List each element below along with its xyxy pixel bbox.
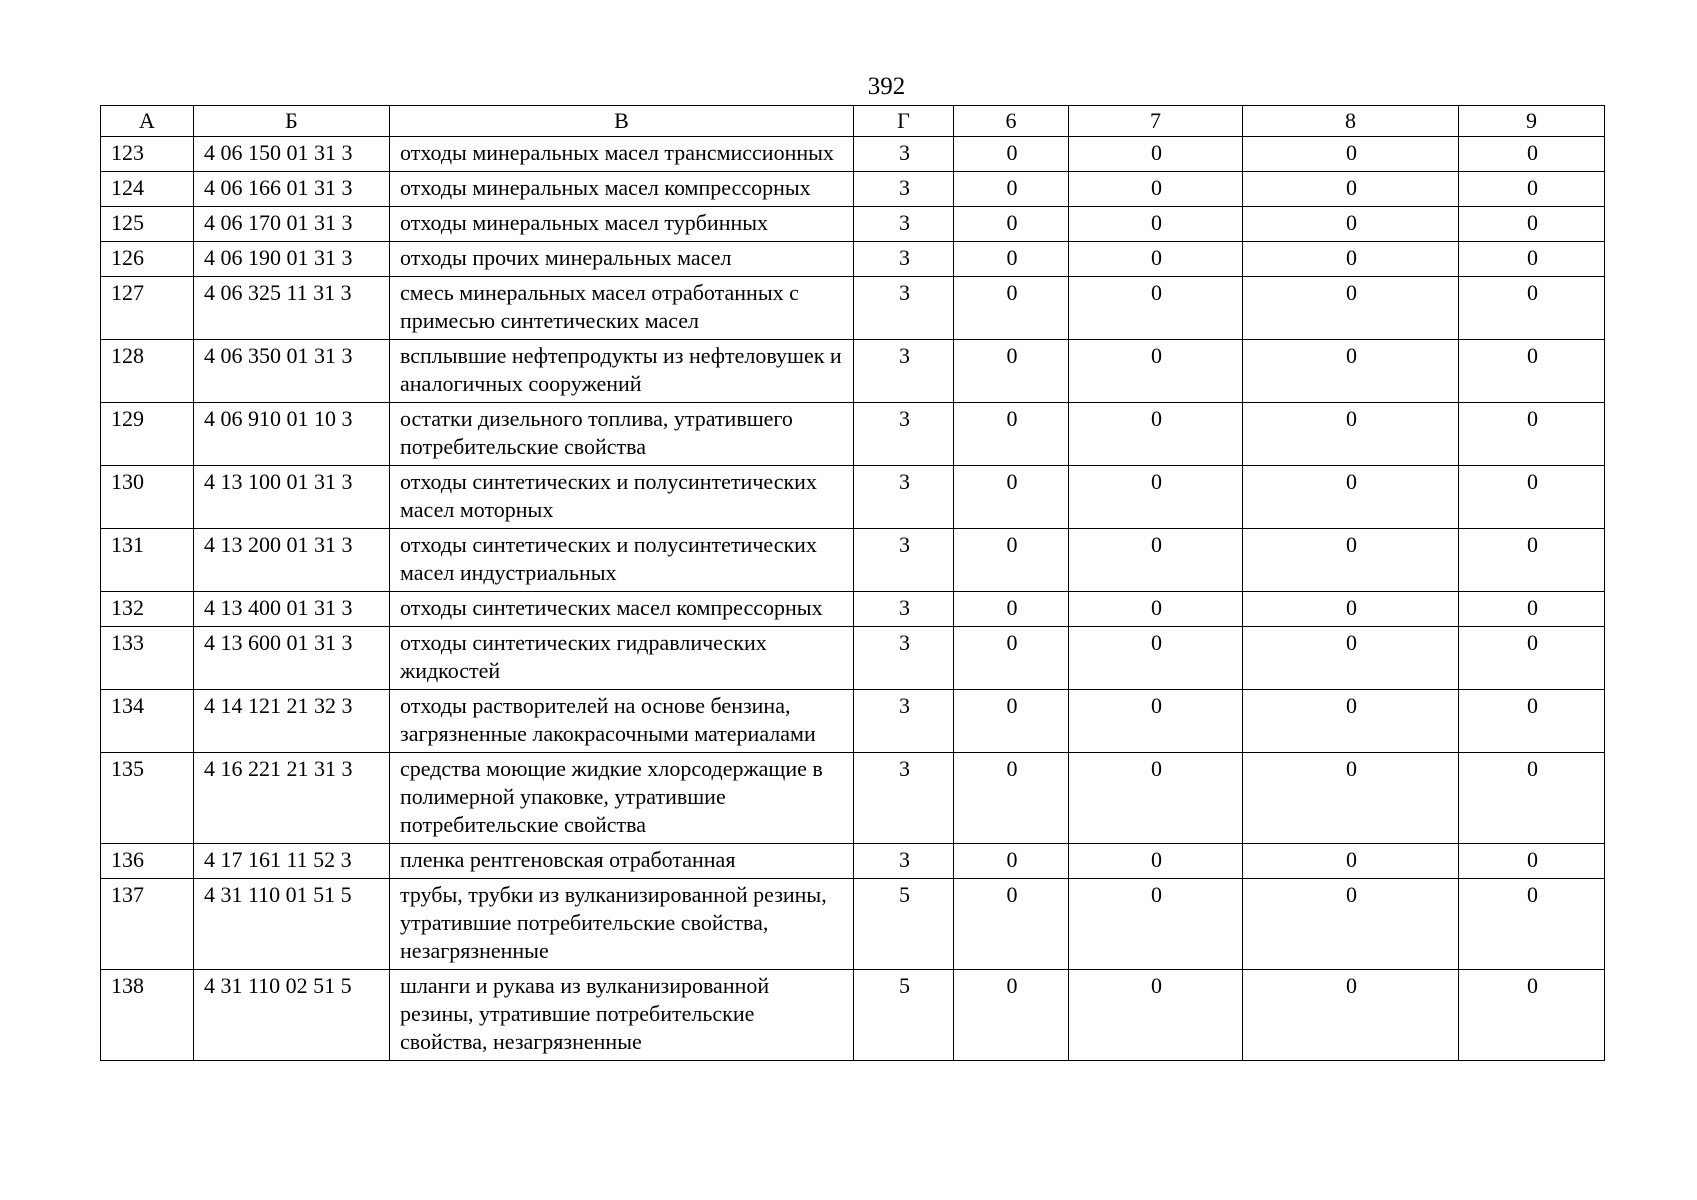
column-7-cell: 0 bbox=[1069, 844, 1243, 879]
hazard-class-cell: 5 bbox=[854, 879, 954, 970]
waste-name-cell: отходы синтетических и полусинтетических масел моторных bbox=[390, 466, 854, 529]
hazard-class-cell: 3 bbox=[854, 242, 954, 277]
hazard-class-cell: 3 bbox=[854, 207, 954, 242]
column-9-cell: 0 bbox=[1459, 529, 1605, 592]
table-row bbox=[101, 277, 1605, 340]
waste-code-cell: 4 06 166 01 31 3 bbox=[194, 172, 390, 207]
row-number-cell: 135 bbox=[101, 753, 194, 844]
waste-name-cell: всплывшие нефтепродукты из нефтеловушек и аналогичных сооружений bbox=[390, 340, 854, 403]
row-number-cell: 127 bbox=[101, 277, 194, 340]
column-9-cell: 0 bbox=[1459, 137, 1605, 172]
row-number-cell: 132 bbox=[101, 592, 194, 627]
column-9-cell: 0 bbox=[1459, 879, 1605, 970]
table-row bbox=[101, 690, 1605, 753]
waste-code-cell: 4 17 161 11 52 3 bbox=[194, 844, 390, 879]
column-8-cell: 0 bbox=[1243, 970, 1459, 1061]
column-9-cell: 0 bbox=[1459, 172, 1605, 207]
column-8-cell: 0 bbox=[1243, 753, 1459, 844]
column-9-cell: 0 bbox=[1459, 592, 1605, 627]
row-number-cell: 138 bbox=[101, 970, 194, 1061]
column-8-cell: 0 bbox=[1243, 277, 1459, 340]
row-number-cell: 134 bbox=[101, 690, 194, 753]
column-6-cell: 0 bbox=[954, 592, 1069, 627]
column-6-cell: 0 bbox=[954, 340, 1069, 403]
column-9-cell: 0 bbox=[1459, 970, 1605, 1061]
table-row bbox=[101, 137, 1605, 172]
header-cell: В bbox=[390, 106, 854, 137]
column-9-cell: 0 bbox=[1459, 690, 1605, 753]
column-6-cell: 0 bbox=[954, 529, 1069, 592]
row-number-cell: 137 bbox=[101, 879, 194, 970]
header-row bbox=[101, 106, 1605, 137]
column-7-cell: 0 bbox=[1069, 403, 1243, 466]
table-row bbox=[101, 529, 1605, 592]
column-8-cell: 0 bbox=[1243, 592, 1459, 627]
waste-name-cell: средства моющие жидкие хлорсодержащие в полимерной упаковке, утратившие потребительские свойства bbox=[390, 753, 854, 844]
waste-name-cell: отходы прочих минеральных масел bbox=[390, 242, 854, 277]
row-number-cell: 136 bbox=[101, 844, 194, 879]
column-6-cell: 0 bbox=[954, 403, 1069, 466]
row-number-cell: 126 bbox=[101, 242, 194, 277]
column-8-cell: 0 bbox=[1243, 172, 1459, 207]
column-7-cell: 0 bbox=[1069, 690, 1243, 753]
row-number-cell: 130 bbox=[101, 466, 194, 529]
table-row bbox=[101, 753, 1605, 844]
table-row bbox=[101, 844, 1605, 879]
waste-name-cell: трубы, трубки из вулканизированной резины, утратившие потребительские свойства, незагрязненные bbox=[390, 879, 854, 970]
header-cell: Г bbox=[854, 106, 954, 137]
waste-code-cell: 4 06 910 01 10 3 bbox=[194, 403, 390, 466]
waste-code-cell: 4 14 121 21 32 3 bbox=[194, 690, 390, 753]
row-number-cell: 129 bbox=[101, 403, 194, 466]
column-6-cell: 0 bbox=[954, 627, 1069, 690]
header-cell: А bbox=[101, 106, 194, 137]
waste-name-cell: отходы минеральных масел трансмиссионных bbox=[390, 137, 854, 172]
column-7-cell: 0 bbox=[1069, 277, 1243, 340]
column-8-cell: 0 bbox=[1243, 844, 1459, 879]
column-6-cell: 0 bbox=[954, 242, 1069, 277]
waste-name-cell: отходы растворителей на основе бензина, загрязненные лакокрасочными материалами bbox=[390, 690, 854, 753]
waste-name-cell: остатки дизельного топлива, утратившего потребительские свойства bbox=[390, 403, 854, 466]
hazard-class-cell: 3 bbox=[854, 592, 954, 627]
column-8-cell: 0 bbox=[1243, 340, 1459, 403]
hazard-class-cell: 3 bbox=[854, 753, 954, 844]
hazard-class-cell: 3 bbox=[854, 529, 954, 592]
waste-name-cell: смесь минеральных масел отработанных с примесью синтетических масел bbox=[390, 277, 854, 340]
column-7-cell: 0 bbox=[1069, 340, 1243, 403]
column-6-cell: 0 bbox=[954, 277, 1069, 340]
table-row bbox=[101, 340, 1605, 403]
row-number-cell: 128 bbox=[101, 340, 194, 403]
column-9-cell: 0 bbox=[1459, 627, 1605, 690]
hazard-class-cell: 5 bbox=[854, 970, 954, 1061]
hazard-class-cell: 3 bbox=[854, 466, 954, 529]
waste-code-cell: 4 16 221 21 31 3 bbox=[194, 753, 390, 844]
column-6-cell: 0 bbox=[954, 172, 1069, 207]
page-number: 392 bbox=[867, 73, 906, 100]
header-cell: 9 bbox=[1459, 106, 1605, 137]
column-9-cell: 0 bbox=[1459, 207, 1605, 242]
table-row bbox=[101, 403, 1605, 466]
column-8-cell: 0 bbox=[1243, 690, 1459, 753]
hazard-class-cell: 3 bbox=[854, 137, 954, 172]
column-7-cell: 0 bbox=[1069, 466, 1243, 529]
hazard-class-cell: 3 bbox=[854, 403, 954, 466]
waste-code-cell: 4 13 600 01 31 3 bbox=[194, 627, 390, 690]
waste-code-cell: 4 31 110 01 51 5 bbox=[194, 879, 390, 970]
waste-code-cell: 4 06 350 01 31 3 bbox=[194, 340, 390, 403]
column-8-cell: 0 bbox=[1243, 242, 1459, 277]
column-6-cell: 0 bbox=[954, 466, 1069, 529]
waste-code-cell: 4 06 150 01 31 3 bbox=[194, 137, 390, 172]
column-9-cell: 0 bbox=[1459, 753, 1605, 844]
column-6-cell: 0 bbox=[954, 879, 1069, 970]
column-6-cell: 0 bbox=[954, 690, 1069, 753]
column-8-cell: 0 bbox=[1243, 466, 1459, 529]
waste-name-cell: отходы минеральных масел компрессорных bbox=[390, 172, 854, 207]
hazard-class-cell: 3 bbox=[854, 277, 954, 340]
column-8-cell: 0 bbox=[1243, 529, 1459, 592]
table-row bbox=[101, 172, 1605, 207]
column-6-cell: 0 bbox=[954, 844, 1069, 879]
row-number-cell: 124 bbox=[101, 172, 194, 207]
column-9-cell: 0 bbox=[1459, 340, 1605, 403]
column-7-cell: 0 bbox=[1069, 879, 1243, 970]
waste-name-cell: отходы синтетических гидравлических жидкостей bbox=[390, 627, 854, 690]
column-7-cell: 0 bbox=[1069, 172, 1243, 207]
row-number-cell: 131 bbox=[101, 529, 194, 592]
waste-name-cell: отходы синтетических и полусинтетических масел индустриальных bbox=[390, 529, 854, 592]
column-8-cell: 0 bbox=[1243, 207, 1459, 242]
column-9-cell: 0 bbox=[1459, 844, 1605, 879]
column-7-cell: 0 bbox=[1069, 242, 1243, 277]
table-row bbox=[101, 627, 1605, 690]
waste-code-cell: 4 13 200 01 31 3 bbox=[194, 529, 390, 592]
column-9-cell: 0 bbox=[1459, 466, 1605, 529]
column-7-cell: 0 bbox=[1069, 529, 1243, 592]
row-number-cell: 125 bbox=[101, 207, 194, 242]
waste-code-cell: 4 31 110 02 51 5 bbox=[194, 970, 390, 1061]
waste-name-cell: отходы минеральных масел турбинных bbox=[390, 207, 854, 242]
table-row bbox=[101, 242, 1605, 277]
waste-name-cell: пленка рентгеновская отработанная bbox=[390, 844, 854, 879]
row-number-cell: 123 bbox=[101, 137, 194, 172]
column-7-cell: 0 bbox=[1069, 137, 1243, 172]
table-body bbox=[101, 137, 1605, 1061]
column-9-cell: 0 bbox=[1459, 403, 1605, 466]
column-6-cell: 0 bbox=[954, 137, 1069, 172]
waste-code-cell: 4 13 100 01 31 3 bbox=[194, 466, 390, 529]
waste-code-cell: 4 13 400 01 31 3 bbox=[194, 592, 390, 627]
waste-code-cell: 4 06 170 01 31 3 bbox=[194, 207, 390, 242]
column-6-cell: 0 bbox=[954, 753, 1069, 844]
column-7-cell: 0 bbox=[1069, 627, 1243, 690]
waste-name-cell: отходы синтетических масел компрессорных bbox=[390, 592, 854, 627]
header-cell: 8 bbox=[1243, 106, 1459, 137]
hazard-class-cell: 3 bbox=[854, 627, 954, 690]
hazard-class-cell: 3 bbox=[854, 340, 954, 403]
column-9-cell: 0 bbox=[1459, 242, 1605, 277]
column-8-cell: 0 bbox=[1243, 137, 1459, 172]
column-7-cell: 0 bbox=[1069, 970, 1243, 1061]
table-row bbox=[101, 207, 1605, 242]
waste-code-cell: 4 06 325 11 31 3 bbox=[194, 277, 390, 340]
table-row bbox=[101, 970, 1605, 1061]
row-number-cell: 133 bbox=[101, 627, 194, 690]
waste-name-cell: шланги и рукава из вулканизированной резины, утратившие потребительские свойства, незагрязненные bbox=[390, 970, 854, 1061]
column-9-cell: 0 bbox=[1459, 277, 1605, 340]
table-row bbox=[101, 466, 1605, 529]
waste-table bbox=[100, 105, 1605, 1061]
table-row bbox=[101, 592, 1605, 627]
column-7-cell: 0 bbox=[1069, 753, 1243, 844]
column-8-cell: 0 bbox=[1243, 879, 1459, 970]
header-cell: 7 bbox=[1069, 106, 1243, 137]
column-7-cell: 0 bbox=[1069, 207, 1243, 242]
header-cell: Б bbox=[194, 106, 390, 137]
column-8-cell: 0 bbox=[1243, 627, 1459, 690]
header-cell: 6 bbox=[954, 106, 1069, 137]
hazard-class-cell: 3 bbox=[854, 690, 954, 753]
table-row bbox=[101, 879, 1605, 970]
column-6-cell: 0 bbox=[954, 207, 1069, 242]
hazard-class-cell: 3 bbox=[854, 172, 954, 207]
column-8-cell: 0 bbox=[1243, 403, 1459, 466]
waste-code-cell: 4 06 190 01 31 3 bbox=[194, 242, 390, 277]
column-6-cell: 0 bbox=[954, 970, 1069, 1061]
hazard-class-cell: 3 bbox=[854, 844, 954, 879]
column-7-cell: 0 bbox=[1069, 592, 1243, 627]
